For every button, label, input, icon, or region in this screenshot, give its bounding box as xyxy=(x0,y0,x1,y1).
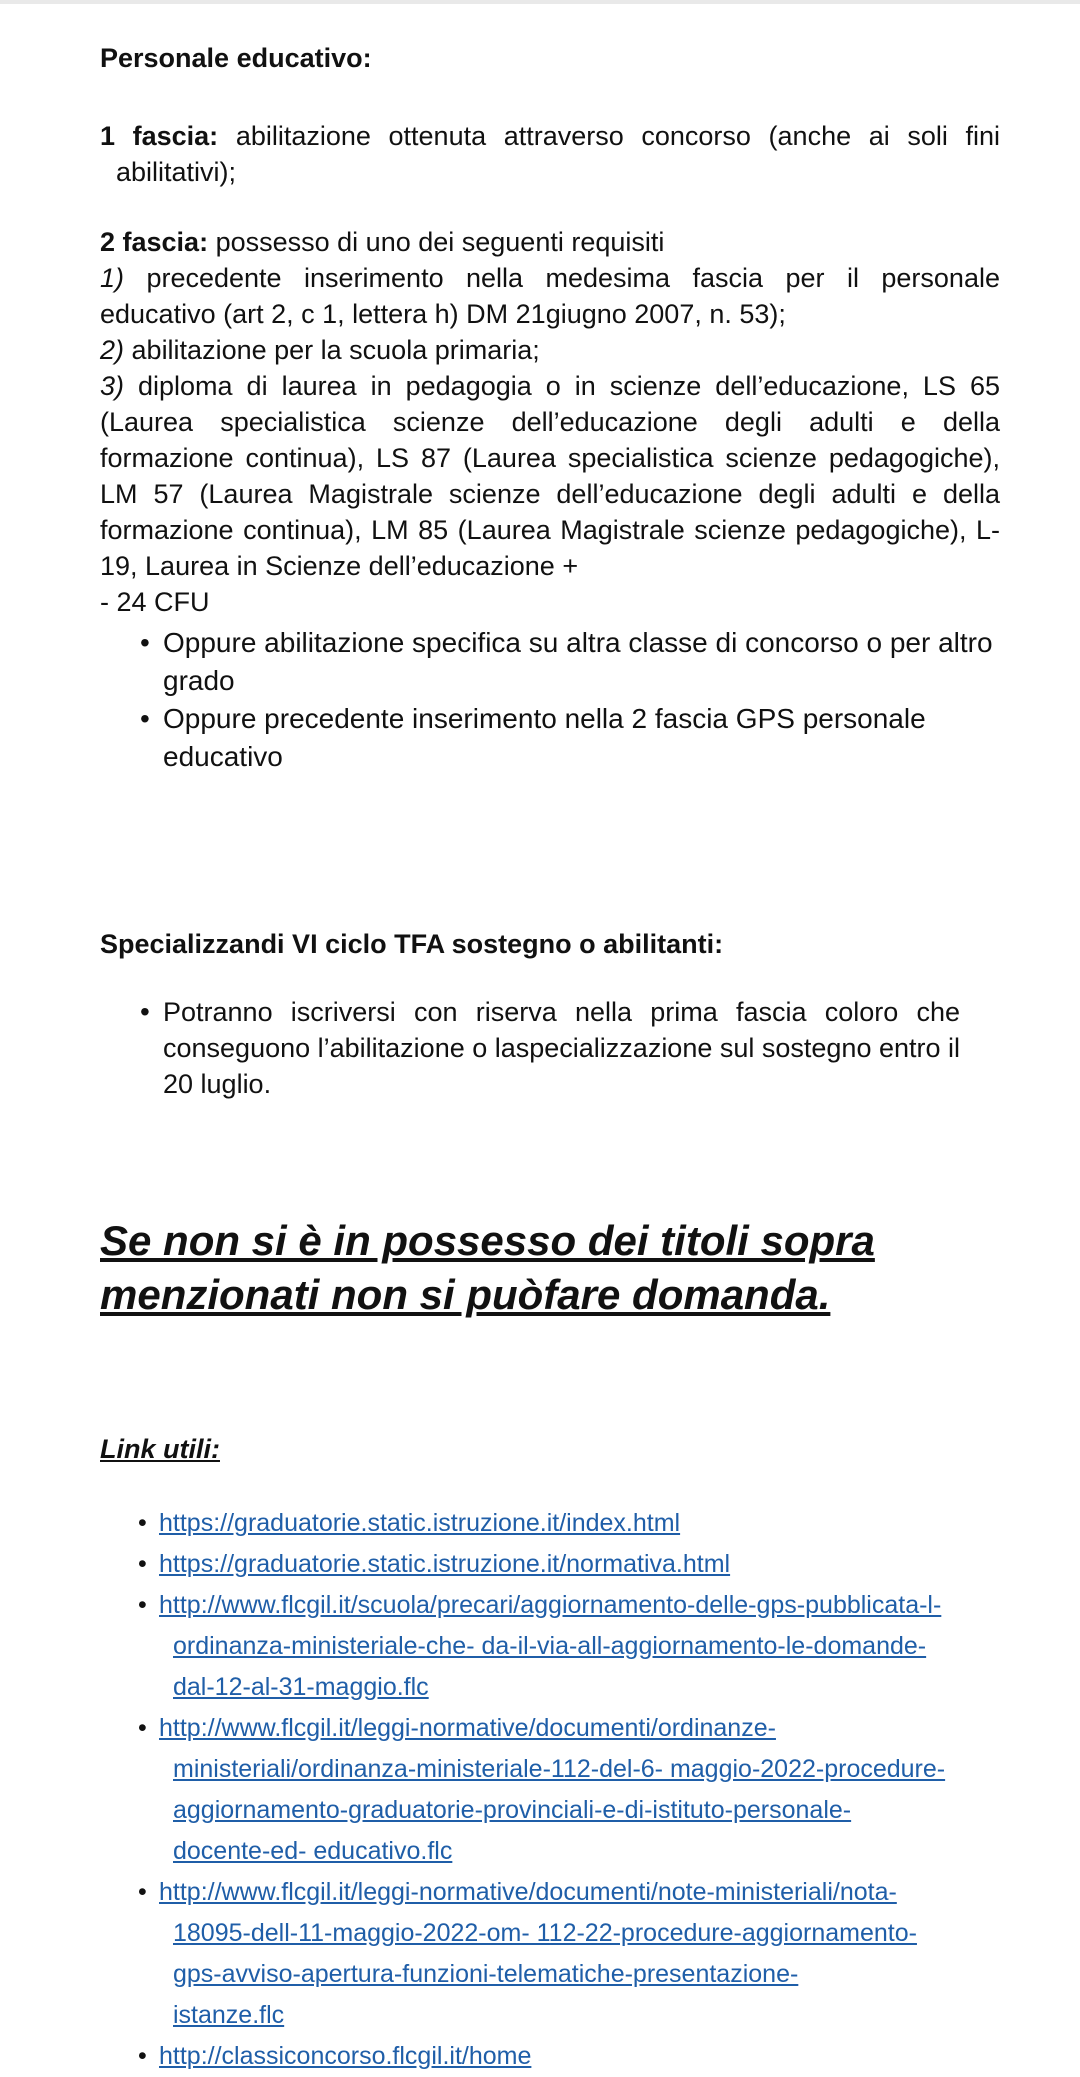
link-flcgil-aggiornamento-gps[interactable] xyxy=(159,1591,1000,1708)
warning-line-2: menzionati non si puòfare domanda. xyxy=(100,1271,831,1318)
requirement-1-number: 1) xyxy=(100,263,125,293)
list-item xyxy=(100,1544,1000,1585)
link-text-line: ordinanza-ministeriale-che- da-il-via-all-aggiornamento-le-domande- xyxy=(173,1632,927,1660)
link-text-line: gps-avviso-apertura-funzioni-telematiche-presentazione- xyxy=(173,1960,799,1988)
fascia1-label: 1 fascia: xyxy=(100,121,219,151)
link-graduatorie-index[interactable]: https://graduatorie.static.istruzione.it/index.html xyxy=(159,1509,681,1537)
list-item xyxy=(100,1872,1000,2036)
document-page xyxy=(100,40,1000,2077)
section-heading-specializzandi: Specializzandi VI ciclo TFA sostegno o abilitanti: xyxy=(100,929,724,959)
requirement-2 xyxy=(100,332,1000,368)
specializzandi-text: Potranno iscriversi con riserva nella prima fascia coloro che conseguono l’abilitazione o laspecializzazione sul sostegno entro il 20 luglio. xyxy=(163,997,961,1099)
link-text-line: http://www.flcgil.it/leggi-normative/documenti/note-ministeriali/nota- xyxy=(159,1878,897,1906)
educativo-bullet-list xyxy=(100,624,1000,776)
link-flcgil-nota-18095[interactable] xyxy=(159,1878,1000,2036)
requirement-2-number: 2) xyxy=(100,335,125,365)
link-text-line: dal-12-al-31-maggio.flc xyxy=(173,1673,429,1701)
requirement-3 xyxy=(100,368,1000,584)
cfu-line: - 24 CFU xyxy=(100,587,210,617)
requirement-3-text: diploma di laurea in pedagogia o in scienze dell’educazione, LS 65 (Laurea specialistica scienze dell’educazione degli adulti e della formazione continua), LS 87 (Laurea specialistica scienze pedagogiche), LM 57 (Laurea Magistrale scienze dell’educazione degli adulti e della formazione continua), LM 85 (Laurea Magistrale scienze pedagogiche), L-19, Laurea in Scienze dell’educazione + xyxy=(100,371,1000,581)
fascia1-text: abilitazione ottenuta attraverso concorso (anche ai soli fini abilitativi); xyxy=(116,121,1000,187)
link-text-line: docente-ed- educativo.flc xyxy=(173,1837,453,1865)
fascia2-text: possesso di uno dei seguenti requisiti xyxy=(215,227,665,257)
specializzandi-bullet-list xyxy=(100,994,1000,1102)
link-text-line: http://www.flcgil.it/leggi-normative/documenti/ordinanze- xyxy=(159,1714,776,1742)
link-text-line: aggiornamento-graduatorie-provinciali-e-di-istituto-personale- xyxy=(173,1796,852,1824)
list-item: • Oppure abilitazione specifica su altra classe di concorso o per altro grado xyxy=(100,624,1000,700)
list-item xyxy=(100,1585,1000,1708)
link-text-line: istanze.flc xyxy=(173,2001,285,2029)
links-list xyxy=(100,1503,1000,2077)
requirement-2-text: abilitazione per la scuola primaria; xyxy=(131,335,540,365)
top-border xyxy=(0,0,1080,4)
fascia1-paragraph xyxy=(100,118,1000,190)
section-heading-educativo: Personale educativo: xyxy=(100,43,372,73)
link-text-line: 18095-dell-11-maggio-2022-om- 112-22-procedure-aggiornamento- xyxy=(173,1919,917,1947)
list-item: • Oppure precedente inserimento nella 2 fascia GPS personale educativo xyxy=(100,700,1000,776)
list-item xyxy=(100,1503,1000,1544)
list-item xyxy=(100,994,1000,1102)
link-text-line: ministeriali/ordinanza-ministeriale-112-del-6- maggio-2022-procedure- xyxy=(173,1755,946,1783)
warning-line-1: Se non si è in possesso dei titoli sopra xyxy=(100,1217,875,1264)
link-flcgil-ordinanza-112[interactable] xyxy=(159,1714,1000,1872)
links-heading: Link utili: xyxy=(100,1434,220,1464)
requirement-1 xyxy=(100,260,1000,332)
fascia2-label: 2 fascia: xyxy=(100,227,209,257)
requirement-1-text: precedente inserimento nella medesima fascia per il personale educativo (art 2, c 1, lettera h) DM 21giugno 2007, n. 53); xyxy=(100,263,1000,329)
fascia2-paragraph xyxy=(100,224,1000,260)
list-item xyxy=(100,2036,1000,2077)
link-classiconcorso[interactable]: http://classiconcorso.flcgil.it/home xyxy=(159,2042,532,2070)
link-graduatorie-normativa[interactable]: https://graduatorie.static.istruzione.it/normativa.html xyxy=(159,1550,731,1578)
link-text-line: http://www.flcgil.it/scuola/precari/aggiornamento-delle-gps-pubblicata-l- xyxy=(159,1591,942,1619)
list-item xyxy=(100,1708,1000,1872)
requirement-3-number: 3) xyxy=(100,371,125,401)
